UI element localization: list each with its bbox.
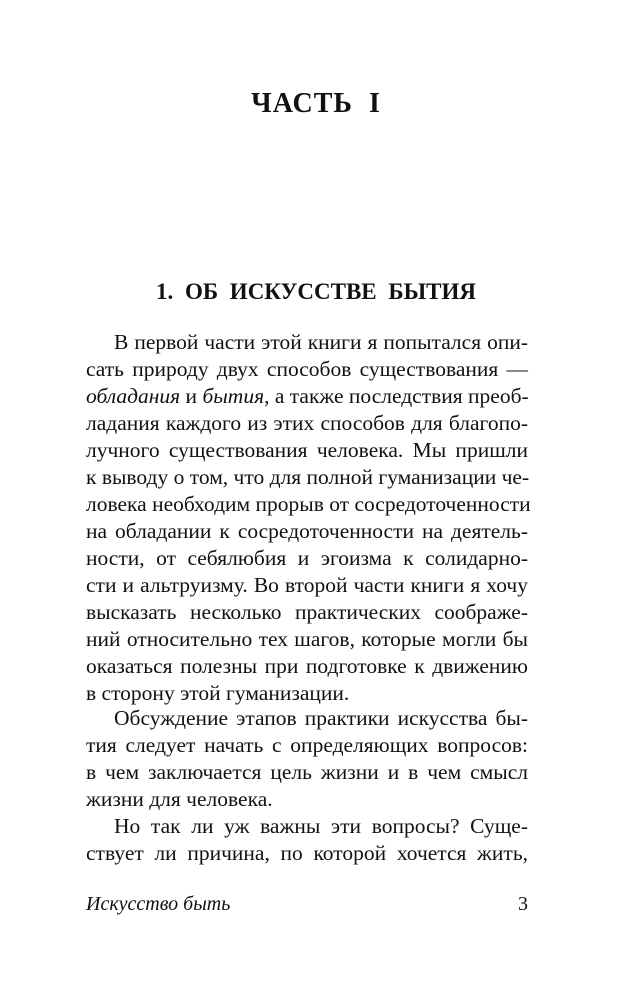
text-line: ний относительно тех шагов, которые могли бы: [86, 627, 528, 651]
text-line: ладания каждого из этих способов для благопо-: [86, 411, 528, 435]
page-number: 3: [518, 893, 528, 915]
paragraph-3: [86, 813, 528, 867]
text-line: ствует ли причина, по которой хочется жить,: [86, 841, 528, 865]
italic-term-being: бытия: [202, 384, 265, 408]
text-line-mixed: [86, 383, 528, 410]
text-line: на обладании к сосредоточенности на деятель-: [86, 519, 528, 543]
text-line: Обсуждение этапов практики искусства бы-: [114, 706, 528, 730]
text-line: жизни для человека.: [86, 787, 273, 811]
text-line: Но так ли уж важны эти вопросы? Суще-: [114, 814, 528, 838]
text-line: к выводу о том, что для полной гуманизации че-: [86, 465, 530, 489]
text-line: оказаться полезны при подготовке к движению: [86, 654, 528, 678]
text-line: тия следует начать с определяющих вопросов:: [86, 733, 528, 757]
text-line: ловека необходим прорыв от сосредоточенности: [86, 492, 531, 516]
paragraph-2: [86, 705, 528, 813]
conjunction: и: [180, 384, 203, 408]
text-line-tail: , а также последствия преоб-: [264, 384, 529, 408]
text-line: лучного существования человека. Мы пришли: [86, 438, 528, 462]
text-line: В первой части этой книги я попытался опи-: [114, 330, 528, 354]
text-line: высказать несколько практических соображе-: [86, 600, 528, 624]
chapter-title: 1. ОБ ИСКУССТВЕ БЫТИЯ: [155, 279, 477, 304]
text-line: в сторону этой гуманизации.: [86, 681, 350, 705]
paragraph-1: [86, 329, 531, 707]
text-line: сти и альтруизму. Во второй части книги я хочу: [86, 573, 528, 597]
text-line: ности, от себялюбия и эгоизма к солидарно-: [86, 546, 528, 570]
text-line: сать природу двух способов существования —: [86, 357, 528, 381]
footer-book-title: Искусство быть: [86, 893, 231, 915]
text-line: в чем заключается цель жизни и в чем смысл: [86, 760, 528, 784]
italic-term-possession: обладания: [86, 384, 181, 408]
part-title: ЧАСТЬ I: [251, 88, 381, 119]
